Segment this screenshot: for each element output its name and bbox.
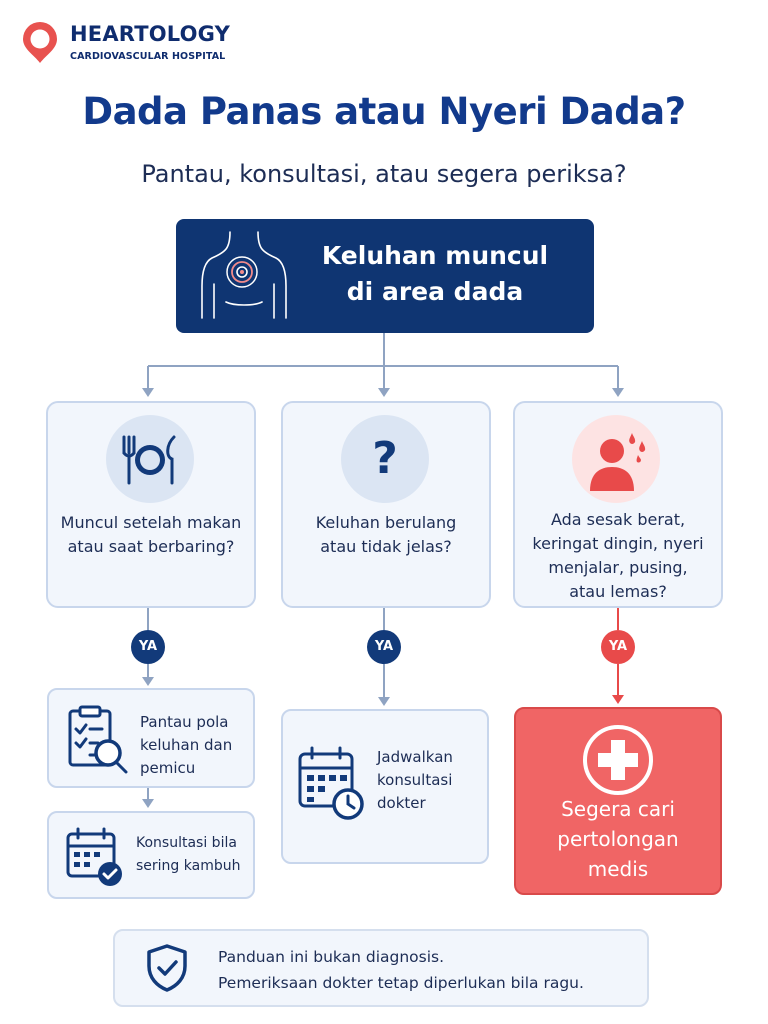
- result-text: [140, 711, 250, 780]
- question-line: Muncul setelah makan: [60, 513, 242, 532]
- yes-badge: YA: [131, 630, 165, 664]
- question-line: atau tidak jelas?: [320, 537, 452, 556]
- result-line: Konsultasi bila: [136, 835, 237, 851]
- start-node-text: [300, 238, 570, 310]
- calendar-clock-icon: [296, 744, 366, 822]
- person-sweat-icon: [572, 415, 660, 503]
- result-line: keluhan dan: [140, 736, 233, 754]
- question-line: menjalar, pusing,: [548, 558, 688, 577]
- calendar-check-icon: [62, 826, 126, 888]
- plate-cutlery-icon: [106, 415, 194, 503]
- question-line: Ada sesak berat,: [550, 510, 686, 529]
- result-line: Pantau pola: [140, 713, 229, 731]
- result-text: [377, 746, 483, 815]
- question-line: atau lemas?: [569, 582, 667, 601]
- result-line: pemicu: [140, 759, 196, 777]
- yes-badge-urgent: YA: [601, 630, 635, 664]
- question-text: [52, 511, 250, 559]
- question-mark-icon: ?: [372, 433, 398, 484]
- result-line: pertolongan: [557, 827, 679, 851]
- medical-cross-icon: [580, 722, 656, 798]
- question-line: atau saat berbaring?: [67, 537, 235, 556]
- disclaimer-line: Pemeriksaan dokter tetap diperlukan bila ragu.: [218, 974, 584, 992]
- brand-subtitle: CARDIOVASCULAR HOSPITAL: [70, 51, 226, 62]
- yes-badge: YA: [367, 630, 401, 664]
- clipboard-search-icon: [64, 703, 132, 775]
- page-title: Dada Panas atau Nyeri Dada?: [82, 90, 686, 133]
- result-line: Jadwalkan: [377, 748, 453, 766]
- result-line: Segera cari: [561, 797, 675, 821]
- urgent-result-text: [524, 794, 712, 884]
- question-line: keringat dingin, nyeri: [532, 534, 704, 553]
- result-line: konsultasi: [377, 771, 453, 789]
- result-line: dokter: [377, 794, 426, 812]
- result-text: [136, 832, 252, 878]
- start-node-line: Keluhan muncul: [321, 241, 549, 270]
- disclaimer-text: [218, 944, 638, 996]
- result-line: medis: [587, 857, 649, 881]
- question-text: [287, 511, 485, 559]
- result-line: sering kambuh: [136, 858, 241, 874]
- brand-name: HEARTOLOGY: [70, 22, 231, 46]
- question-line: Keluhan berulang: [315, 513, 457, 532]
- shield-check-icon: [143, 942, 191, 994]
- page-subtitle: Pantau, konsultasi, atau segera periksa?: [141, 160, 627, 188]
- disclaimer-line: Panduan ini bukan diagnosis.: [218, 948, 445, 966]
- question-text: [519, 508, 717, 604]
- start-node-line: di area dada: [346, 277, 524, 306]
- chest-torso-icon: [196, 226, 292, 326]
